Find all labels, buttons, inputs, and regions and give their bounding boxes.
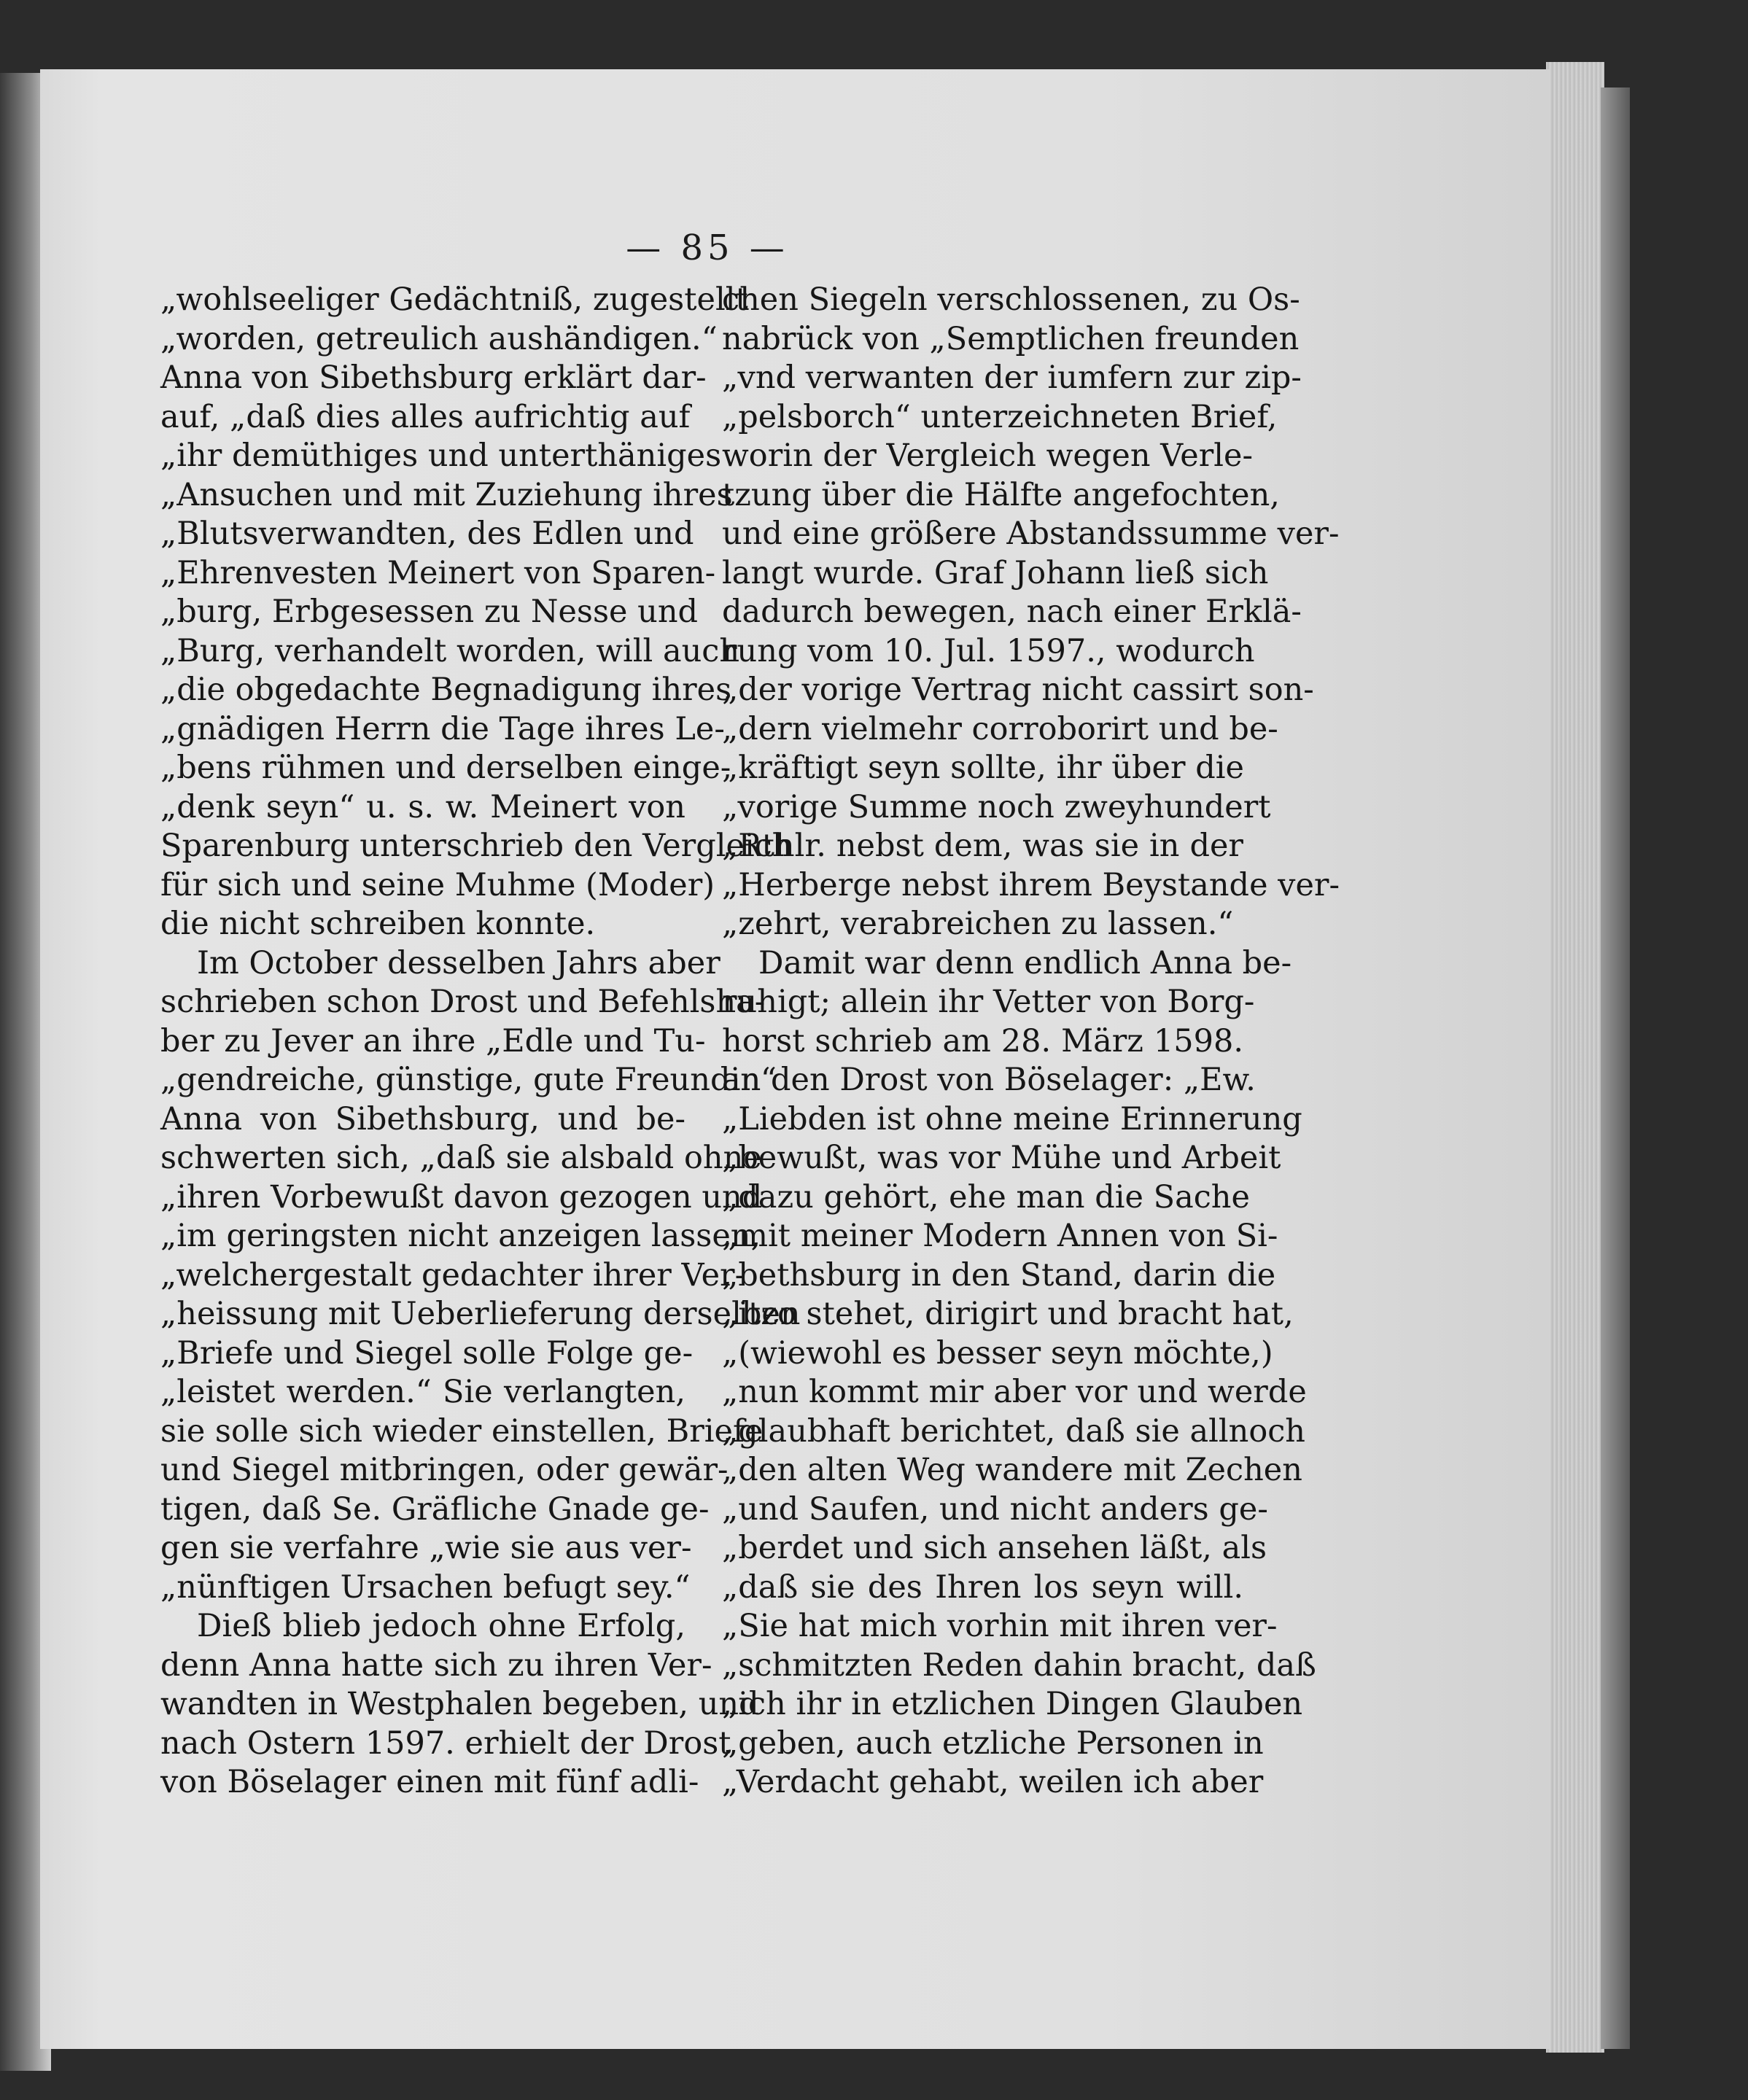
text-line: „daß sie des Ihren los seyn will.	[722, 1568, 1243, 1606]
text-line: nach Ostern 1597. erhielt der Drost	[160, 1724, 731, 1762]
text-line: „geben, auch etzliche Personen in	[722, 1724, 1264, 1762]
text-line: „dern vielmehr corroborirt und be-	[722, 710, 1278, 747]
text-line: „der vorige Vertrag nicht cassirt son-	[722, 672, 1314, 708]
text-line: für sich und seine Muhme (Moder)	[160, 866, 715, 903]
text-line: tzung über die Hälfte angefochten,	[722, 476, 1280, 513]
right-text-column	[722, 281, 1340, 1802]
text-line: worin der Vergleich wegen Verle-	[722, 438, 1254, 474]
text-line: tigen, daß Se. Gräfliche Gnade ge-	[160, 1490, 710, 1528]
page-stack-edge	[1546, 62, 1604, 2053]
text-line: „Briefe und Siegel solle Folge ge-	[160, 1334, 694, 1372]
text-line: „gnädigen Herrn die Tage ihres Le-	[160, 710, 725, 747]
text-line: Sparenburg unterschrieb den Vergleich	[160, 828, 793, 864]
text-line: „nünftigen Ursachen befugt sey.“	[160, 1568, 691, 1606]
text-line: schwerten sich, „daß sie alsbald ohne	[160, 1140, 762, 1176]
text-line: denn Anna hatte sich zu ihren Ver-	[160, 1646, 712, 1684]
text-line: „leistet werden.“ Sie verlangten,	[160, 1374, 685, 1410]
text-line: Anna von Sibethsburg erklärt dar-	[160, 359, 707, 396]
text-line: gen sie verfahre „wie sie aus ver-	[160, 1530, 692, 1566]
text-line: an den Drost von Böselager: „Ew.	[722, 1062, 1256, 1098]
book-cover-edge	[1601, 88, 1630, 2049]
text-line: „gendreiche, günstige, gute Freundin“	[160, 1062, 777, 1098]
text-line: „dazu gehört, ehe man die Sache	[722, 1178, 1250, 1216]
text-line: langt wurde. Graf Johann ließ sich	[722, 554, 1269, 591]
text-line: „Blutsverwandten, des Edlen und	[160, 516, 694, 552]
text-line: „vorige Summe noch zweyhundert	[722, 788, 1271, 825]
text-line: „(wiewohl es besser seyn möchte,)	[722, 1334, 1273, 1372]
text-line: von Böselager einen mit fünf adli-	[160, 1764, 699, 1800]
text-line: Damit war denn endlich Anna be-	[758, 944, 1292, 981]
text-line: „welchergestalt gedachter ihrer Ver-	[160, 1256, 746, 1294]
text-line: Dieß blieb jedoch ohne Erfolg,	[197, 1608, 685, 1644]
text-line: und eine größere Abstandssumme ver-	[722, 516, 1340, 552]
text-line: wandten in Westphalen begeben, und	[160, 1686, 759, 1722]
text-line: Anna von Sibethsburg, und be-	[160, 1100, 685, 1138]
text-line: horst schrieb am 28. März 1598.	[722, 1022, 1243, 1059]
text-line: „Ansuchen und mit Zuziehung ihres	[160, 476, 733, 513]
text-line: schrieben schon Drost und Befehlsha-	[160, 984, 766, 1020]
text-line: „den alten Weg wandere mit Zechen	[722, 1452, 1302, 1488]
text-line: sie solle sich wieder einstellen, Briefe	[160, 1412, 764, 1450]
text-line: „schmitzten Reden dahin bracht, daß	[722, 1646, 1316, 1684]
text-line: Im October desselben Jahrs aber	[197, 944, 720, 981]
text-line: „bethsburg in den Stand, darin die	[722, 1256, 1276, 1294]
page-number: — 85 —	[626, 228, 789, 268]
text-line: „im geringsten nicht anzeigen lassen,	[160, 1218, 761, 1254]
text-line: „burg, Erbgesessen zu Nesse und	[160, 594, 699, 630]
left-text-column	[160, 281, 801, 1802]
text-line: „Verdacht gehabt, weilen ich aber	[722, 1764, 1264, 1800]
text-line: dadurch bewegen, nach einer Erklä-	[722, 594, 1302, 630]
text-line: „und Saufen, und nicht anders ge-	[722, 1490, 1268, 1528]
text-line: „die obgedachte Begnadigung ihres	[160, 672, 732, 708]
text-line: „denk seyn“ u. s. w. Meinert von	[160, 788, 685, 825]
text-line: nabrück von „Semptlichen freunden	[722, 320, 1300, 357]
text-line: „Sie hat mich vorhin mit ihren ver-	[722, 1608, 1278, 1644]
text-line: „bewußt, was vor Mühe und Arbeit	[722, 1140, 1281, 1176]
text-line: die nicht schreiben konnte.	[160, 906, 596, 942]
text-line: „heissung mit Ueberlieferung derselben	[160, 1296, 801, 1332]
text-line: „vnd verwanten der iumfern zur zip-	[722, 359, 1302, 396]
text-line: „zehrt, verabreichen zu lassen.“	[722, 906, 1234, 942]
text-line: „kräftigt seyn sollte, ihr über die	[722, 750, 1244, 786]
text-line: „Liebden ist ohne meine Erinnerung	[722, 1100, 1302, 1138]
text-line: „itzo stehet, dirigirt und bracht hat,	[722, 1296, 1294, 1332]
text-line: „pelsborch“ unterzeichneten Brief,	[722, 398, 1278, 435]
text-line: chen Siegeln verschlossenen, zu Os-	[722, 281, 1300, 318]
text-line: „glaubhaft berichtet, daß sie allnoch	[722, 1412, 1305, 1450]
text-line: „ich ihr in etzlichen Dingen Glauben	[722, 1686, 1303, 1722]
text-line: „worden, getreulich aushändigen.“	[160, 320, 718, 357]
text-line: rung vom 10. Jul. 1597., wodurch	[722, 632, 1255, 669]
text-line: „bens rühmen und derselben einge-	[160, 750, 731, 786]
text-line: „Herberge nebst ihrem Beystande ver-	[722, 866, 1340, 903]
text-line: „ihren Vorbewußt davon gezogen und	[160, 1178, 763, 1216]
text-line: auf, „daß dies alles aufrichtig auf	[160, 398, 691, 435]
text-line: und Siegel mitbringen, oder gewär-	[160, 1452, 729, 1488]
text-line: ruhigt; allein ihr Vetter von Borg-	[722, 984, 1255, 1020]
text-line: „ihr demüthiges und unterthäniges	[160, 438, 722, 474]
text-line: „Rthlr. nebst dem, was sie in der	[722, 828, 1243, 864]
text-line: „mit meiner Modern Annen von Si-	[722, 1218, 1278, 1254]
text-line: „Ehrenvesten Meinert von Sparen-	[160, 554, 716, 591]
text-line: „Burg, verhandelt worden, will auch	[160, 632, 740, 669]
text-line: ber zu Jever an ihre „Edle und Tu-	[160, 1022, 706, 1059]
text-line: „wohlseeliger Gedächtniß, zugestellt	[160, 281, 748, 318]
text-line: „nun kommt mir aber vor und werde	[722, 1374, 1307, 1410]
text-line: „berdet und sich ansehen läßt, als	[722, 1530, 1267, 1566]
